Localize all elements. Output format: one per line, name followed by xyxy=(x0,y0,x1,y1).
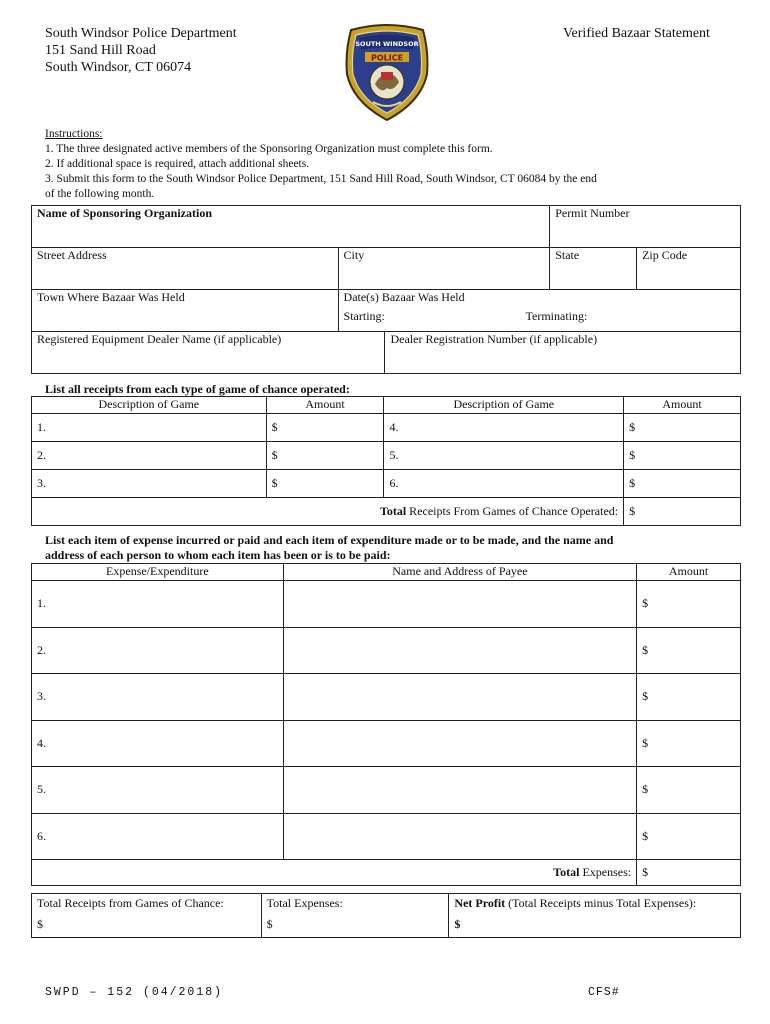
expenses-heading-line-1: List each item of expense incurred or paid and each item of expenditure made or to be made, and the name and xyxy=(45,533,614,547)
permit-number-label: Permit Number xyxy=(555,206,630,220)
street-address-label: Street Address xyxy=(37,248,107,262)
town-held-field[interactable] xyxy=(32,290,339,332)
dates-held-label: Date(s) Bazaar Was Held xyxy=(343,290,465,304)
receipt-game-6[interactable]: 6. xyxy=(384,470,624,498)
net-profit-label xyxy=(454,896,735,911)
expense-amount-4[interactable]: $ xyxy=(637,720,741,767)
summary-table xyxy=(31,893,741,938)
form-id: SWPD – 152 (04/2018) xyxy=(45,986,224,999)
expense-item-5[interactable]: 5. xyxy=(32,767,284,814)
summary-expenses-field[interactable] xyxy=(261,894,449,938)
receipts-total-amount[interactable]: $ xyxy=(624,498,741,526)
payee-6[interactable] xyxy=(283,813,636,860)
receipt-amount-5[interactable]: $ xyxy=(624,442,741,470)
net-profit-rest: (Total Receipts minus Total Expenses): xyxy=(505,896,697,910)
receipt-game-1[interactable]: 1. xyxy=(32,414,267,442)
net-profit-bold: Net Profit xyxy=(454,896,506,910)
payee-1[interactable] xyxy=(283,581,636,628)
address-line-1: 151 Sand Hill Road xyxy=(45,43,156,58)
badge-top-text: SOUTH WINDSOR xyxy=(355,40,419,48)
expenses-heading-line-2: address of each person to whom each item has been or is to be paid: xyxy=(45,548,391,562)
payee-3[interactable] xyxy=(283,674,636,721)
permit-number-field[interactable] xyxy=(550,206,741,248)
zip-code-field[interactable] xyxy=(637,248,741,290)
receipt-game-4[interactable]: 4. xyxy=(384,414,624,442)
col-amount-right: Amount xyxy=(624,397,741,414)
receipt-amount-3[interactable]: $ xyxy=(266,470,384,498)
dealer-registration-field[interactable] xyxy=(385,332,741,374)
instructions-heading: Instructions: xyxy=(45,128,103,140)
state-field[interactable] xyxy=(550,248,637,290)
dates-held-field[interactable] xyxy=(338,290,740,332)
terminating-label: Terminating: xyxy=(525,309,588,323)
city-label: City xyxy=(343,248,365,262)
org-name-field[interactable] xyxy=(32,206,550,248)
department-name: South Windsor Police Department xyxy=(45,26,237,41)
receipt-amount-4[interactable]: $ xyxy=(624,414,741,442)
org-name-label: Name of Sponsoring Organization xyxy=(37,206,213,220)
summary-expenses-label: Total Expenses: xyxy=(266,896,343,910)
col-expense-amount: Amount xyxy=(637,564,741,581)
receipt-game-5[interactable]: 5. xyxy=(384,442,624,470)
receipt-amount-6[interactable]: $ xyxy=(624,470,741,498)
expense-item-3[interactable]: 3. xyxy=(32,674,284,721)
receipts-total-bold: Total xyxy=(379,504,407,518)
instruction-line-2: 2. If additional space is required, attach additional sheets. xyxy=(45,158,310,170)
summary-receipts-label: Total Receipts from Games of Chance: xyxy=(37,896,224,910)
expense-amount-1[interactable]: $ xyxy=(637,581,741,628)
receipt-amount-2[interactable]: $ xyxy=(266,442,384,470)
starting-label: Starting: xyxy=(343,309,385,323)
expenses-total-label xyxy=(32,860,637,886)
dealer-name-field[interactable] xyxy=(32,332,385,374)
col-payee: Name and Address of Payee xyxy=(283,564,636,581)
badge-mid-text: POLICE xyxy=(370,53,404,63)
expense-amount-2[interactable]: $ xyxy=(637,627,741,674)
instruction-line-3b: of the following month. xyxy=(45,188,155,200)
cfs-number: CFS# xyxy=(588,986,620,999)
receipt-amount-1[interactable]: $ xyxy=(266,414,384,442)
receipts-heading: List all receipts from each type of game of chance operated: xyxy=(45,382,350,396)
expense-item-2[interactable]: 2. xyxy=(32,627,284,674)
col-amount-left: Amount xyxy=(266,397,384,414)
col-expense: Expense/Expenditure xyxy=(32,564,284,581)
receipt-game-2[interactable]: 2. xyxy=(32,442,267,470)
city-field[interactable] xyxy=(338,248,550,290)
expense-amount-3[interactable]: $ xyxy=(637,674,741,721)
state-label: State xyxy=(555,248,580,262)
summary-net-profit-field[interactable] xyxy=(449,894,741,938)
organization-info-table xyxy=(31,205,741,332)
expense-item-6[interactable]: 6. xyxy=(32,813,284,860)
dealer-name-label: Registered Equipment Dealer Name (if applicable) xyxy=(37,332,282,346)
col-desc-left: Description of Game xyxy=(32,397,267,414)
receipts-table xyxy=(31,396,741,526)
department-address-block xyxy=(45,25,237,76)
expense-amount-6[interactable]: $ xyxy=(637,813,741,860)
dealer-info-table xyxy=(31,331,741,374)
summary-receipts-dollar: $ xyxy=(37,917,43,931)
expenses-total-amount[interactable]: $ xyxy=(637,860,741,886)
expense-amount-5[interactable]: $ xyxy=(637,767,741,814)
instruction-line-1: 1. The three designated active members of the Sponsoring Organization must complete this form. xyxy=(45,143,493,155)
police-badge-logo xyxy=(343,22,431,122)
summary-receipts-field[interactable] xyxy=(32,894,262,938)
zip-code-label: Zip Code xyxy=(642,248,688,262)
receipts-total-label xyxy=(32,498,624,526)
instructions-block xyxy=(45,127,755,202)
town-held-label: Town Where Bazaar Was Held xyxy=(37,290,185,304)
summary-net-dollar: $ xyxy=(454,917,461,931)
summary-expenses-dollar: $ xyxy=(266,917,273,931)
expenses-heading xyxy=(45,533,613,563)
expense-item-1[interactable]: 1. xyxy=(32,581,284,628)
expense-item-4[interactable]: 4. xyxy=(32,720,284,767)
payee-4[interactable] xyxy=(283,720,636,767)
address-line-2: South Windsor, CT 06074 xyxy=(45,60,192,75)
expenses-total-rest: Expenses: xyxy=(579,865,632,879)
expenses-table xyxy=(31,563,741,886)
instruction-line-3: 3. Submit this form to the South Windsor Police Department, 151 Sand Hill Road, South Windsor, CT 06084 by the end xyxy=(45,173,597,185)
document-title: Verified Bazaar Statement xyxy=(563,26,710,41)
receipt-game-3[interactable]: 3. xyxy=(32,470,267,498)
receipts-total-rest: Receipts From Games of Chance Operated: xyxy=(406,504,619,518)
payee-2[interactable] xyxy=(283,627,636,674)
street-address-field[interactable] xyxy=(32,248,339,290)
col-desc-right: Description of Game xyxy=(384,397,624,414)
expenses-total-bold: Total xyxy=(553,865,580,879)
dealer-registration-label: Dealer Registration Number (if applicable) xyxy=(390,332,598,346)
payee-5[interactable] xyxy=(283,767,636,814)
